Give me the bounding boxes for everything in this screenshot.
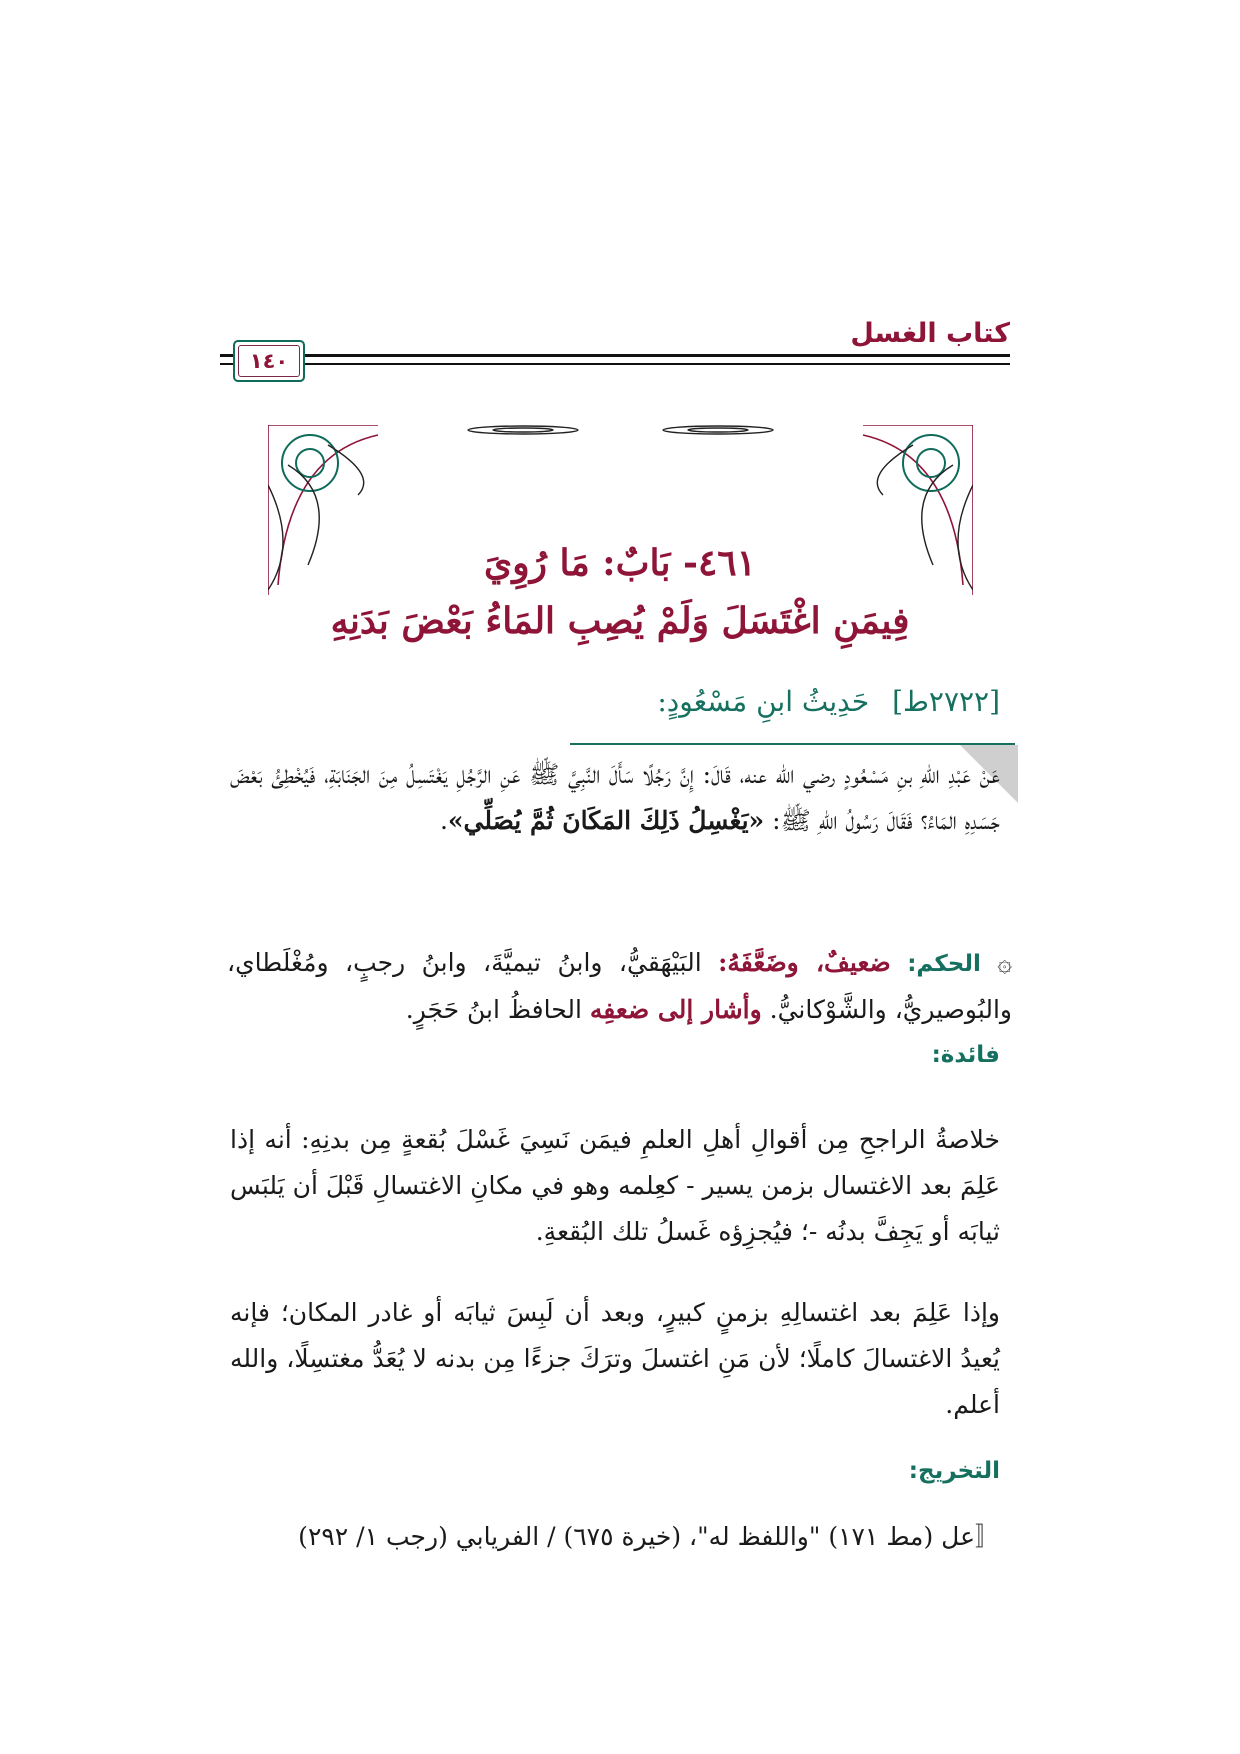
header-rule [220, 354, 1010, 357]
page-header [220, 318, 1010, 390]
ruling-paragraph [227, 940, 1012, 1033]
ruling-label: الحكم: [907, 951, 981, 977]
hadith-title: حَدِيثُ ابنِ مَسْعُودٍ: [657, 685, 870, 718]
fawaid-paragraph-1: خلاصةُ الراجحِ مِن أقوالِ أهلِ العلمِ فيمَن نَسِيَ غَسْلَ بُقعةٍ مِن بدنِهِ: أنه إذا عَلِمَ بعد الاغتسال بزمن يسير - كعِلمه وهو في مكانِ الاغتسالِ قَبْلَ أن يَلبَس ثيابَه أو يَجِفَّ بدنُه -؛ فيُجزِؤه غَسلُ تلك البُقعةِ. [230, 1125, 1000, 1246]
fawaid-title: فائدة: [931, 1042, 1000, 1068]
ruling-verdict: ضعيفٌ، وضَعَّفَهُ: [718, 948, 891, 977]
fawaid-paragraph-2: وإذا عَلِمَ بعد اغتسالِهِ بزمنٍ كبيرٍ، وبعد أن لَبِسَ ثيابَه أو غادر المكان؛ فإنه يُعيدُ الاغتسالَ كاملًا؛ لأن مَنِ اغتسلَ وترَكَ جزءًا مِن بدنه لا يُعَدُّ مغتسِلًا، والله أعلم. [230, 1298, 1000, 1419]
takhrij-line: 〚عل (مط ١٧١) "واللفظ له"، (خيرة ٦٧٥) / الفريابي (رجب ١/ ٢٩٢) [298, 1522, 1000, 1551]
chapter-heading [240, 535, 1000, 651]
ruling-indication-rest: الحافظُ ابنُ حَجَرٍ. [405, 995, 582, 1024]
hadith-heading [657, 685, 1000, 718]
hadith-quote: «يَغْسِلُ ذَلِكَ المَكَانَ ثُمَّ يُصَلِّي» [447, 806, 765, 835]
header-rule-thin [220, 363, 1010, 365]
chapter-title-line1: ٤٦١- بَابٌ: مَا رُوِيَ [484, 542, 756, 584]
hadith-divider [570, 743, 1015, 745]
page-number: ١٤٠ [249, 349, 289, 373]
page-number-badge [233, 340, 305, 382]
hadith-text [230, 752, 1000, 844]
ruling-marker: ۞ [997, 948, 1013, 977]
ruling-indication: وأشار إلى ضعفِه [589, 995, 762, 1024]
takhrij-title: التخريج: [908, 1458, 1000, 1484]
hadith-code: [٢٧٢٢ط] [892, 685, 1000, 718]
hadith-body: عَنْ عَبْدِ اللهِ بنِ مَسْعُودٍ رضي الله عنه، قَالَ: إِنَّ رَجُلًا سَأَلَ النَّبِيَّ ﷺ عَنِ الرَّجُلِ يَغْتَسِلُ مِنَ الجَنَابَةِ، فَيُخْطِئُ بَعْضَ جَسَدِهِ المَاءُ؟ فَقَالَ رَسُولُ اللهِ ﷺ: [230, 760, 1000, 835]
ruling-scholars: البَيْهَقيُّ، وابنُ تيميَّةَ، وابنُ رجبٍ، ومُغْلَطاي، والبُوصيريُّ، والشَّوْكانيُّ. [227, 948, 1012, 1024]
chapter-title-line2: فِيمَنِ اغْتَسَلَ وَلَمْ يُصِبِ المَاءُ بَعْضَ بَدَنِهِ [330, 600, 910, 642]
book-title: كتاب الغسل [850, 318, 1010, 349]
hadith-end: . [439, 806, 448, 835]
